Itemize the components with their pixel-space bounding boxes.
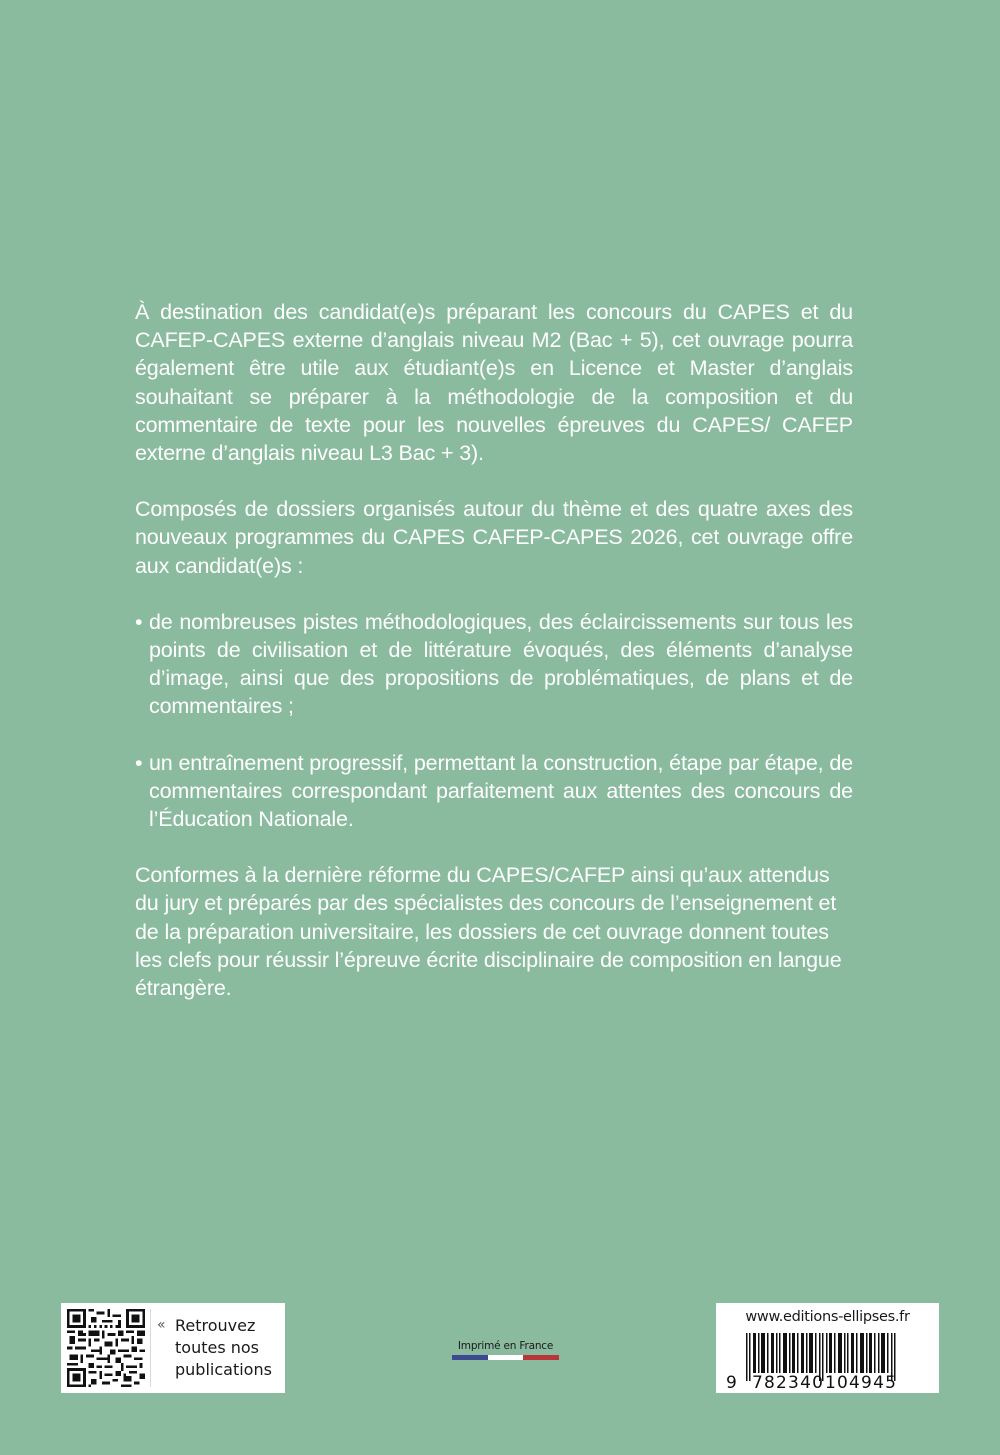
isbn-barcode-box [716, 1303, 939, 1393]
bullet-icon: • [135, 750, 143, 775]
qr-code-icon[interactable] [67, 1309, 151, 1387]
list-item-text: de nombreuses pistes méthodologiques, des éclaircissements sur tous les points de civilisation et de littérature évoqués, des éléments d’analyse d’image, ainsi que des propositions de problématiques, de plans et de commentaires ; [149, 609, 853, 719]
isbn-first-digit: 9 [726, 1373, 737, 1389]
list-item-text: un entraînement progressif, permettant la construction, étape par étape, de commentaires correspondant parfaitement aux attentes des concours de l’Éducation Nationale. [149, 750, 853, 832]
list-item [135, 608, 853, 721]
qr-caption [157, 1315, 272, 1381]
conclusion-paragraph: Conformes à la dernière réforme du CAPES/CAFEP ainsi qu’aux attendus du jury et préparés par des spécialistes des concours de l’enseignement et de la préparation universitaire, les dossiers de cet ouvrage donnent toutes les clefs pour réussir l’épreuve écrite disciplinaire de composition en langue étrangère. [135, 863, 842, 1001]
qr-caption-line-2: toutes nos [175, 1338, 260, 1357]
list-item [135, 749, 853, 834]
back-cover-text [135, 298, 853, 1030]
intro-paragraph: À destination des candidat(e)s préparant les concours du CAPES et du CAFEP-CAPES externe d’anglais niveau M2 (Bac + 5), cet ouvrage pourra également être utile aux étudiant(e)s en Licence et Master d’anglais souhaitant se préparer à la méthodologie de la composition et du commentaire de texte pour les nouvelles épreuves du CAPES/ CAFEP externe d’anglais niveau L3 Bac + 3). [135, 300, 853, 466]
isbn-right-group: 104945 [825, 1373, 898, 1389]
qr-publications-box[interactable] [61, 1303, 285, 1393]
qr-caption-line-1: Retrouvez [175, 1316, 256, 1335]
isbn-left-group: 782340 [752, 1373, 825, 1389]
printed-in-label: Imprimé en France [457, 1340, 554, 1352]
double-chevron-left-icon: « [157, 1317, 166, 1333]
printed-in-france [452, 1340, 559, 1360]
bullet-icon: • [135, 609, 143, 634]
publisher-website-link[interactable]: www.editions-ellipses.fr [745, 1309, 910, 1325]
contents-paragraph: Composés de dossiers organisés autour du thème et des quatre axes des nouveaux programmes du CAPES CAFEP-CAPES 2026, cet ouvrage offre aux candidat(e)s : [135, 497, 853, 578]
features-list [135, 608, 853, 833]
french-flag-icon [452, 1355, 559, 1360]
qr-caption-line-3: publications [175, 1360, 272, 1379]
barcode-icon [724, 1333, 932, 1389]
